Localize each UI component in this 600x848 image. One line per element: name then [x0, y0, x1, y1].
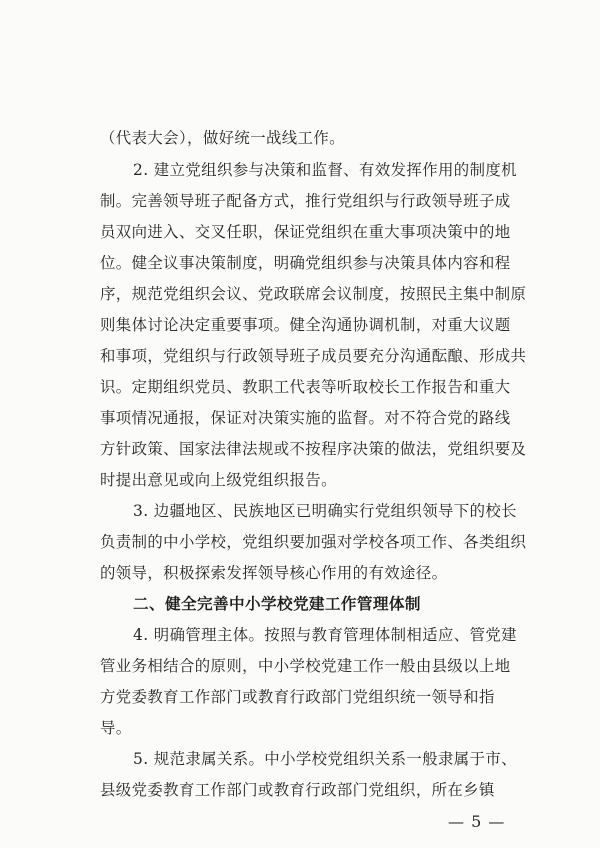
text-line: 员双向进入、交叉任职，保证党组织在重大事项决策中的地 — [100, 223, 511, 241]
page-number: — 5 — — [448, 812, 506, 831]
text-line: 方党委教育工作部门或教育行政部门党组织统一领导和指 — [100, 688, 495, 706]
text-line: 负责制的中小学校，党组织要加强对学校各项工作、各类组织 — [100, 533, 527, 551]
text-line: 时提出意见或向上级党组织报告。 — [100, 471, 337, 489]
text-line: 识。定期组织党员、教职工代表等听取校长工作报告和重大 — [100, 378, 511, 396]
paragraph-3-start: 3. 边疆地区、民族地区已明确实行党组织领导下的校长 — [133, 502, 517, 520]
text-line: 则集体讨论决定重要事项。健全沟通协调机制，对重大议题 — [100, 316, 511, 334]
paragraph-2-start: 2. 建立党组织参与决策和监督、有效发挥作用的制度机 — [133, 161, 517, 179]
text-line: 和事项，党组织与行政领导班子成员要充分沟通酝酿、形成共 — [100, 347, 527, 365]
text-line: 制。完善领导班子配备方式，推行党组织与行政领导班子成 — [100, 192, 511, 210]
text-line: （代表大会），做好统一战线工作。 — [100, 129, 345, 147]
text-line: 方针政策、国家法律法规或不按程序决策的做法，党组织要及 — [100, 440, 527, 458]
text-line: 导。 — [100, 719, 132, 737]
text-line: 事项情况通报，保证对决策实施的监督。对不符合党的路线 — [100, 409, 511, 427]
text-line: 的领导，积极探索发挥领导核心作用的有效途径。 — [100, 564, 448, 582]
text-line: 管业务相结合的原则，中小学校党建工作一般由县级以上地 — [100, 657, 511, 675]
paragraph-4-start: 4. 明确管理主体。按照与教育管理体制相适应、管党建 — [133, 626, 517, 644]
text-line: 县级党委教育工作部门或教育行政部门党组织，所在乡镇 — [100, 781, 495, 799]
section-heading: 二、健全完善中小学校党建工作管理体制 — [133, 595, 421, 613]
text-line: 序，规范党组织会议、党政联席会议制度，按照民主集中制原 — [100, 285, 527, 303]
paragraph-5-start: 5. 规范隶属关系。中小学校党组织关系一般隶属于市、 — [133, 750, 517, 768]
text-line: 位。健全议事决策制度，明确党组织参与决策具体内容和程 — [100, 254, 511, 272]
